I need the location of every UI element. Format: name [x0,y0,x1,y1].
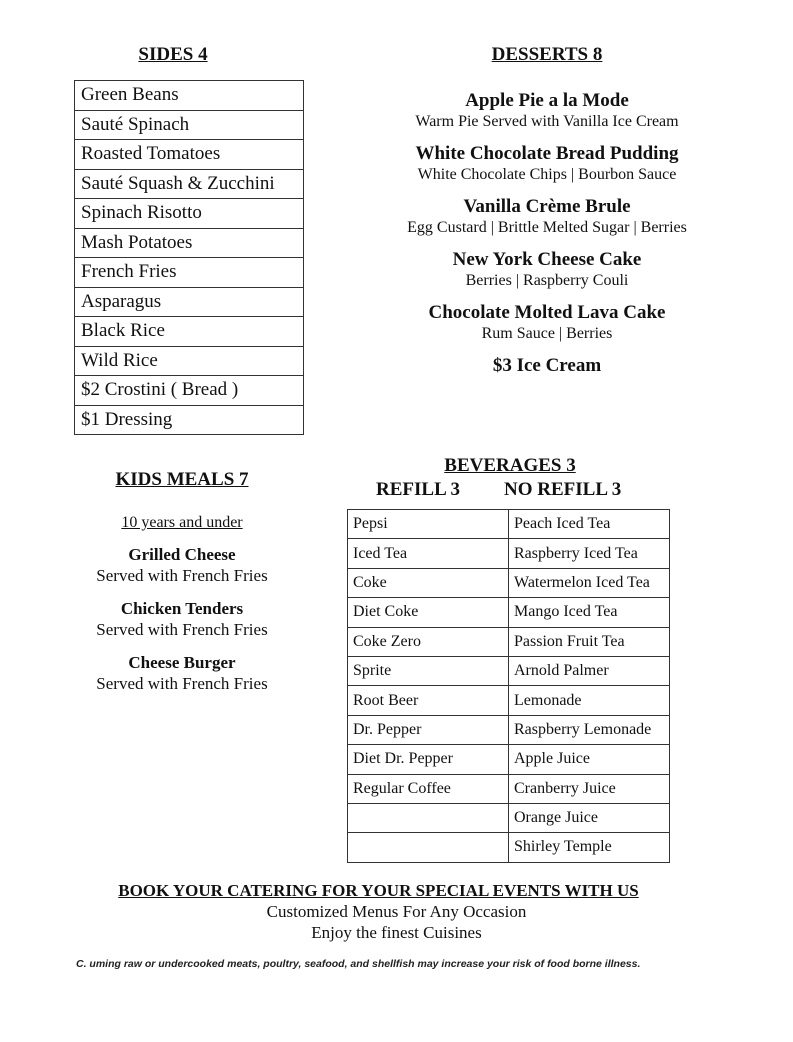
sides-table [74,80,304,435]
side-item: $1 Dressing [75,405,304,435]
no-refill-beverage: Raspberry Iced Tea [509,539,670,568]
kids-meals-heading: KIDS MEALS 7 [115,469,249,490]
refill-beverage: Dr. Pepper [348,715,509,744]
side-item: Asparagus [75,287,304,317]
side-row [75,258,304,288]
dessert-description: Egg Custard | Brittle Melted Sugar | Berries [407,219,687,236]
beverage-row [348,598,670,627]
side-item: Mash Potatoes [75,228,304,258]
kids-item-description: Served with French Fries [96,620,268,639]
no-refill-beverage: Mango Iced Tea [509,598,670,627]
refill-beverage: Diet Coke [348,598,509,627]
side-row [75,140,304,170]
catering-heading: BOOK YOUR CATERING FOR YOUR SPECIAL EVENTS WITH US [118,881,639,900]
side-item: Green Beans [75,81,304,111]
dessert-description: White Chocolate Chips | Bourbon Sauce [417,166,677,183]
dessert-item [372,143,722,185]
refill-beverage: Regular Coffee [348,774,509,803]
side-row [75,405,304,435]
side-row [75,346,304,376]
dessert-name: New York Cheese Cake [452,249,642,270]
dessert-name: White Chocolate Bread Pudding [415,143,679,164]
sides-heading: SIDES 4 [138,44,208,65]
refill-label: REFILL 3 [376,479,460,500]
no-refill-beverage: Watermelon Iced Tea [509,568,670,597]
beverage-row [348,833,670,862]
beverage-row [348,568,670,597]
side-row [75,287,304,317]
refill-beverage: Coke Zero [348,627,509,656]
dessert-description: Berries | Raspberry Couli [465,272,629,289]
beverage-row [348,774,670,803]
side-item: Sauté Squash & Zucchini [75,169,304,199]
kids-item [66,652,298,694]
no-refill-beverage: Peach Iced Tea [509,510,670,539]
side-row [75,376,304,406]
side-row [75,110,304,140]
beverage-row [348,686,670,715]
refill-beverage: Root Beer [348,686,509,715]
refill-beverage [348,803,509,832]
kids-item [66,544,298,586]
kids-item-description: Served with French Fries [96,674,268,693]
refill-beverage: Iced Tea [348,539,509,568]
dessert-name: Vanilla Crème Brule [463,196,631,217]
no-refill-beverage: Shirley Temple [509,833,670,862]
food-safety-disclaimer: C. uming raw or undercooked meats, poultry, seafood, and shellfish may increase your risk of food borne illness. [76,958,641,970]
side-row [75,81,304,111]
dessert-name: Apple Pie a la Mode [465,90,629,111]
no-refill-beverage: Arnold Palmer [509,656,670,685]
side-item: French Fries [75,258,304,288]
kids-meals-list [66,513,298,706]
no-refill-beverage: Lemonade [509,686,670,715]
catering-line-1: Customized Menus For Any Occasion [266,902,527,921]
beverages-subheading [376,479,621,501]
dessert-name: Chocolate Molted Lava Cake [428,302,666,323]
refill-beverage: Diet Dr. Pepper [348,745,509,774]
no-refill-beverage: Passion Fruit Tea [509,627,670,656]
beverages-table [347,509,670,863]
desserts-list [372,90,722,377]
kids-item-name: Cheese Burger [128,653,236,672]
no-refill-beverage: Raspberry Lemonade [509,715,670,744]
refill-beverage: Coke [348,568,509,597]
side-row [75,228,304,258]
kids-item-name: Grilled Cheese [128,545,236,564]
refill-beverage: Pepsi [348,510,509,539]
beverage-row [348,803,670,832]
no-refill-beverage: Apple Juice [509,745,670,774]
no-refill-label: NO REFILL 3 [504,479,622,500]
refill-beverage: Sprite [348,656,509,685]
side-row [75,199,304,229]
dessert-item [372,196,722,238]
beverages-heading: BEVERAGES 3 [444,455,576,476]
beverage-row [348,539,670,568]
beverage-row [348,656,670,685]
side-item: Sauté Spinach [75,110,304,140]
ice-cream-extra: $3 Ice Cream [492,355,602,376]
beverage-row [348,745,670,774]
desserts-heading: DESSERTS 8 [491,44,603,65]
dessert-item [372,302,722,344]
dessert-description: Rum Sauce | Berries [481,325,613,342]
side-item: $2 Crostini ( Bread ) [75,376,304,406]
kids-item-description: Served with French Fries [96,566,268,585]
refill-beverage [348,833,509,862]
beverage-row [348,510,670,539]
side-row [75,169,304,199]
kids-item-name: Chicken Tenders [120,599,244,618]
side-row [75,317,304,347]
footer [0,880,793,943]
beverage-row [348,715,670,744]
beverage-row [348,627,670,656]
side-item: Spinach Risotto [75,199,304,229]
side-item: Roasted Tomatoes [75,140,304,170]
catering-line-2: Enjoy the finest Cuisines [311,923,482,942]
no-refill-beverage: Orange Juice [509,803,670,832]
dessert-description: Warm Pie Served with Vanilla Ice Cream [415,113,679,130]
kids-item [66,598,298,640]
no-refill-beverage: Cranberry Juice [509,774,670,803]
dessert-item [372,90,722,132]
kids-age-note: 10 years and under [121,514,243,531]
side-item: Black Rice [75,317,304,347]
side-item: Wild Rice [75,346,304,376]
dessert-item [372,249,722,291]
